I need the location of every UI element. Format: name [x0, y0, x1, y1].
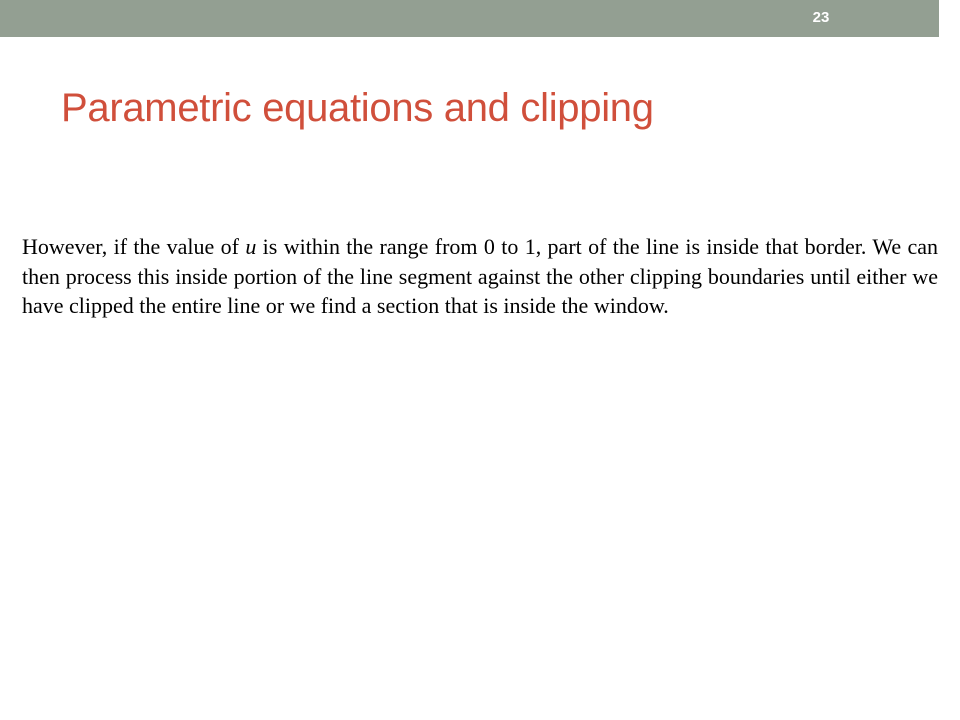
paragraph-text-end: is within the range from 0 to 1, part of the line is inside that border. We can then process this inside portion of the line segment against the other clipping boundaries until either we have clipped the entire line or we find a section that is inside the window. — [22, 234, 938, 318]
paragraph-text-start: However, if the value of — [22, 234, 246, 259]
body-paragraph — [22, 232, 938, 321]
header-bar — [0, 0, 939, 37]
slide-number: 23 — [812, 9, 830, 26]
variable-u: u — [245, 234, 257, 259]
slide-title: Parametric equations and clipping — [61, 86, 654, 130]
